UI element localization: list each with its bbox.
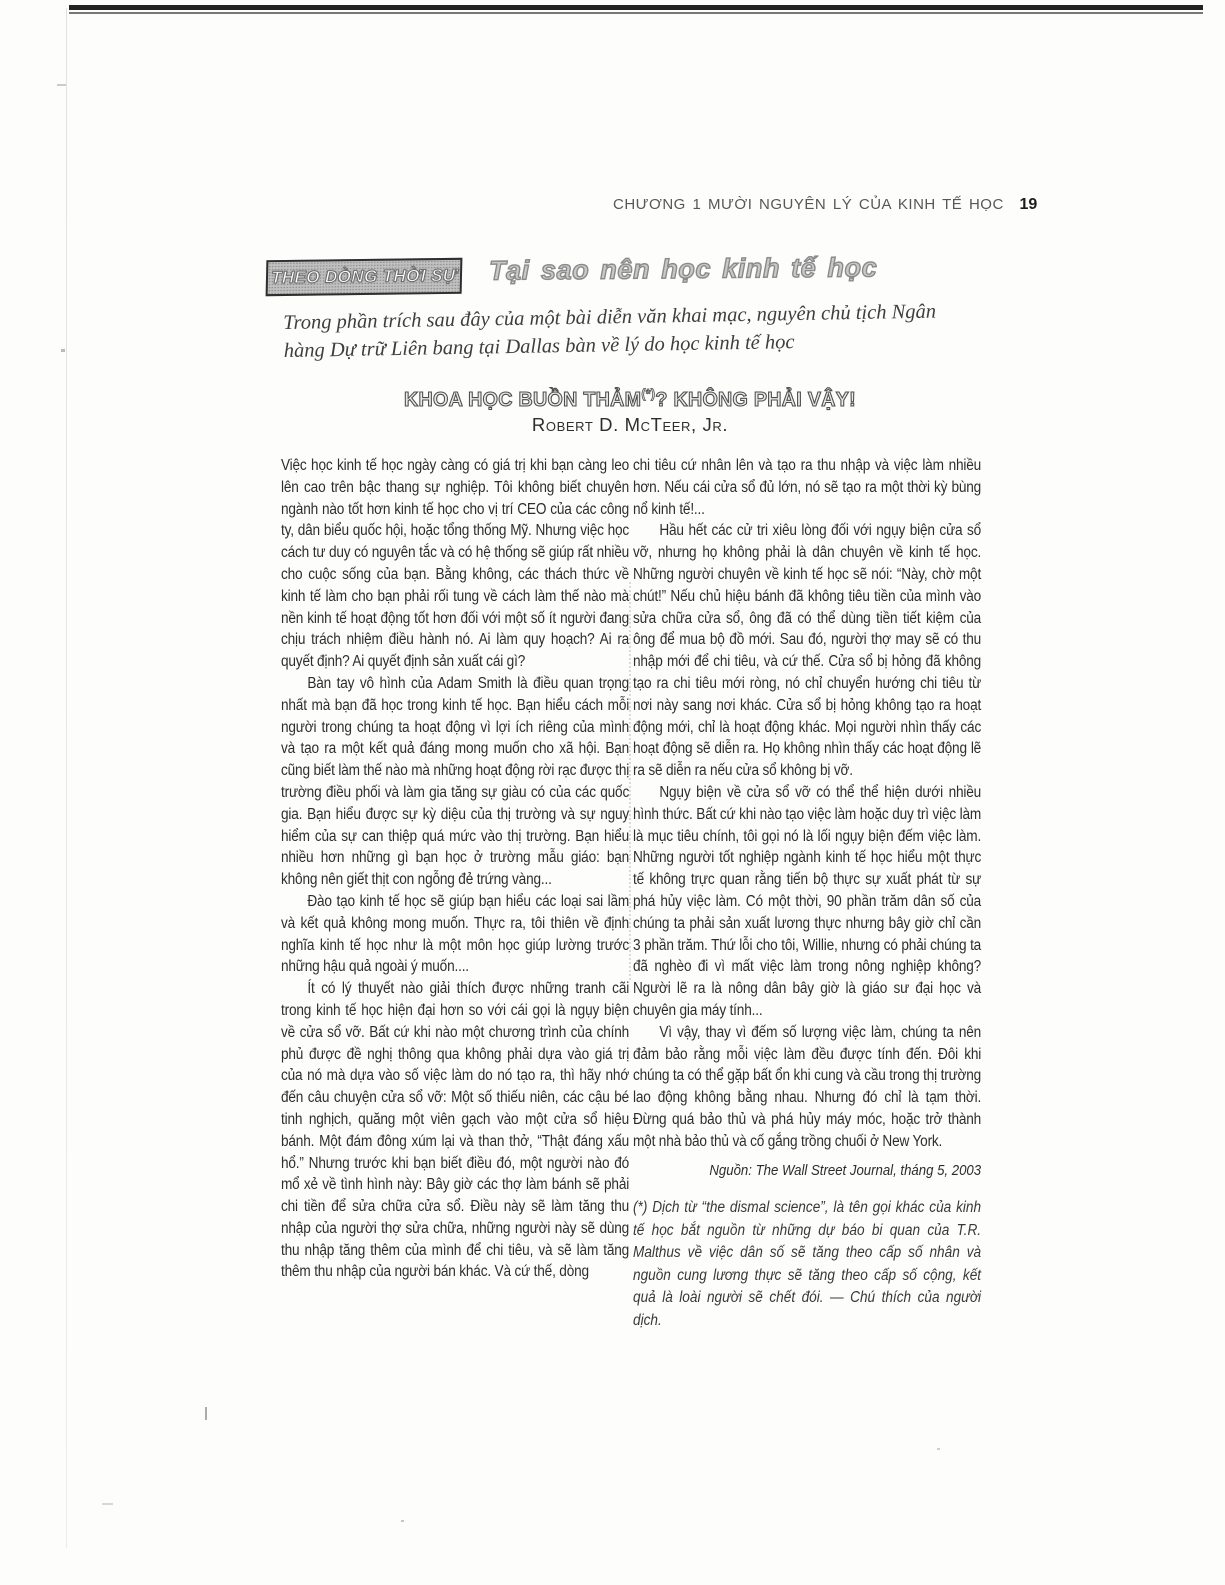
page-number: 19 (1019, 196, 1038, 213)
paragraph: chi tiêu cứ nhân lên và tạo ra thu nhập và việc làm nhiều hơn. Nếu cái cửa sổ đủ lớn, nó sẽ tạo ra một thời kỳ bùng nổ kinh tế!... (633, 457, 982, 518)
translator-footnote: (*) Dịch từ “the dismal science”, là tên gọi khác của kinh tế học bắt nguồn từ những dự báo bi quan của T.R. Malthus về việc dân số sẽ tăng theo cấp số nhân và nguồn cung lương thực sẽ tăng theo cấp số cộng, kết quả là loài người sẽ chết đói. — Chú thích của người dịch. (633, 1199, 982, 1329)
scan-artifact (61, 349, 65, 352)
body-right-column (633, 455, 981, 1332)
column-divider (629, 582, 631, 980)
page-edge-shadow (66, 8, 67, 1548)
paragraph: Vì vậy, thay vì đếm số lượng việc làm, chúng ta nên đảm bảo rằng mỗi việc làm đều được tính đến. Đôi khi chúng ta có thể gặp bất ổn khi cung và cầu trong thị trường lao động không bằng nhau. Nhưng đó chỉ là tạm thời. Đừng quá bảo thủ và phá hủy máy móc, hoặc trở thành một nhà bảo thủ và cố gắng trồng chuối ở New York. (633, 1023, 982, 1150)
scan-artifact (401, 1520, 404, 1522)
scan-artifact (937, 1448, 940, 1450)
article-author: Robert D. McTeer, Jr. (531, 414, 729, 435)
paragraph: Ít có lý thuyết nào giải thích được những tranh cãi trong kinh tế học hiện đại hơn so với cái gọi là ngụy biện về cửa sổ vỡ. Bất cứ khi nào một chương trình của chính phủ được đề nghị thông qua không phải dựa vào giá trị của nó mà dựa vào số việc làm do nó tạo ra, thì hãy nhớ đến câu chuyện cửa sổ vỡ: Một số thiếu niên, các cậu bé tinh nghịch, quăng một viên gạch vào một cửa sổ hiệu bánh. Một đám đông xúm lại và than thở, “Thật đáng xấu hổ.” Nhưng trước khi bạn biết điều đó, một người nào đó mổ xẻ về tình hình này: Bây giờ các thợ làm bánh sẽ phải chi tiền để sửa chữa cửa sổ. Điều này sẽ làm tăng thu nhập của người thợ sửa chữa, những người này sẽ dùng thu nhập tăng thêm của mình để chi tiêu, và sẽ làm tăng thêm thu nhập của người bán khác. Và cứ thế, dòng (281, 980, 630, 1281)
top-scan-rule (69, 5, 1203, 10)
in-the-news-badge (266, 258, 463, 296)
article-title-rest: ? KHÔNG PHẢI VẬY! (655, 387, 856, 411)
source-credit: Nguồn: The Wall Street Journal, tháng 5, 2003 (709, 1161, 982, 1179)
article-title (294, 386, 966, 412)
article-title-main: KHOA HỌC BUỒN THẢM (404, 387, 642, 411)
in-the-news-badge-label: THEO DÒNG THỜI SỰ (270, 265, 458, 288)
scan-artifact (102, 1503, 113, 1505)
running-header (613, 196, 1038, 214)
footnote-marker: (*) (641, 386, 656, 401)
paragraph: Bàn tay vô hình của Adam Smith là điều quan trọng nhất mà bạn đã học trong kinh tế học. Bạn hiểu cách mỗi người trong chúng ta hoạt động vì lợi ích riêng của mình và tạo ra một kết quả đáng mong muốn cho xã hội. Bạn cũng biết làm thế nào mà những hoạt động rời rạc được thị trường điều phối và làm gia tăng sự giàu có của các quốc gia. Bạn hiểu được sự kỳ diệu của thị trường và sự nguy hiểm của sự can thiệp quá mức vào thị trường. Bạn hiểu nhiều hơn những gì bạn học ở trường mẫu giáo: bạn không nên giết thịt con ngỗng đẻ trứng vàng... (281, 674, 630, 889)
article-intro: Trong phần trích sau đây của một bài diễn văn khai mạc, nguyên chủ tịch Ngân hàng Dự trữ Liên bang tại Dallas bàn về lý do học kinh tế học (283, 300, 937, 362)
paragraph: Ngụy biện về cửa sổ vỡ có thể thể hiện dưới nhiều hình thức. Bất cứ khi nào tạo việc làm hoặc duy trì việc làm là mục tiêu chính, tôi gọi nó là lối ngụy biện đếm việc làm. Những người tốt nghiệp ngành kinh tế học hiểu một thực tế không trực quan rằng tiến bộ thực sự xuất phát từ sự phá hủy việc làm. Có một thời, 90 phần trăm dân số của chúng ta phải sản xuất lương thực nhưng bây giờ chỉ cần 3 phần trăm. Thứ lỗi cho tôi, Willie, nhưng có phải chúng ta đã nghèo đi vì mất việc làm trong nông nghiệp không? Người lẽ ra là nông dân bây giờ là giáo sư đại học và chuyên gia máy tính... (633, 783, 982, 1019)
paragraph: Hầu hết các cử tri xiêu lòng đối với ngụy biện cửa sổ vỡ, nhưng họ không phải là dân chuyên về kinh tế học. Những người chuyên về kinh tế học sẽ nói: “Này, chờ một chút!” Nếu chủ hiệu bánh đã không tiêu tiền của mình vào sửa chữa cửa sổ, ông đã có thể dùng tiền tiết kiệm của ông để mua bộ đồ mới. Sau đó, người thợ may sẽ có thu nhập mới để chi tiêu, và cứ thế. Cửa sổ bị hỏng đã không tạo ra chi tiêu mới ròng, nó chỉ chuyển hướng chi tiêu từ nơi này sang nơi khác. Cửa sổ bị hỏng không tạo ra hoạt động mới, chỉ là hoạt động khác. Mọi người nhìn thấy các hoạt động sẽ diễn ra. Họ không nhìn thấy các hoạt động lẽ ra sẽ diễn ra nếu cửa sổ không bị vỡ. (633, 522, 982, 780)
scan-artifact (57, 84, 66, 86)
paragraph: Đào tạo kinh tế học sẽ giúp bạn hiểu các loại sai lầm và kết quả không mong muốn. Thực ra, tôi thiên về định nghĩa kinh tế học như là một môn học giúp lường trước những hậu quả ngoài ý muốn.... (281, 892, 630, 976)
top-scan-rule-thin (69, 12, 1203, 14)
scan-artifact (205, 1407, 207, 1420)
body-left-column (281, 455, 629, 1283)
feature-heading: Tại sao nên học kinh tế học (488, 252, 878, 286)
paragraph: Việc học kinh tế học ngày càng có giá trị khi bạn càng leo lên cao trên bậc thang sự nghiệp. Tôi không biết chuyên ngành nào tốt hơn kinh tế học cho vị trí CEO của các công ty, dân biểu quốc hội, hoặc tổng thống Mỹ. Nhưng việc học cách tư duy có nguyên tắc và có hệ thống sẽ giúp rất nhiều cho cuộc sống của bạn. Bằng không, các thách thức về kinh tế làm cho bạn phải rối tung về cách làm thế nào mà nền kinh tế hoạt động tốt hơn đối với một số ít người đang chịu trách nhiệm điều hành nó. Ai làm quy hoạch? Ai ra quyết định? Ai quyết định sản xuất cái gì? (281, 457, 630, 671)
chapter-label: CHƯƠNG 1 (613, 196, 702, 213)
chapter-title: MƯỜI NGUYÊN LÝ CỦA KINH TẾ HỌC (708, 196, 1004, 213)
